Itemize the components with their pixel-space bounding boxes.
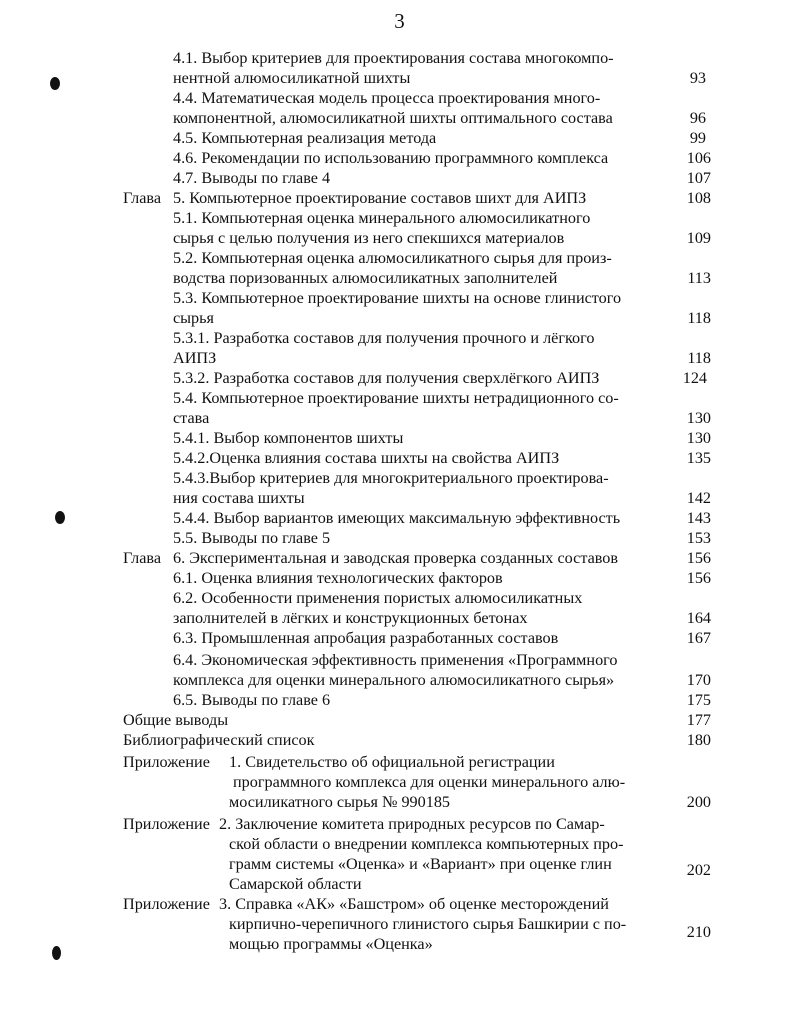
toc-page-number: 210 <box>686 923 711 941</box>
toc-entry-text: 5.2. Компьютерная оценка алюмосиликатного сырья для произ- <box>173 249 612 267</box>
toc-entry-text: 6.1. Оценка влияния технологических факторов <box>173 569 503 587</box>
toc-entry-text: сырья с целью получения из него спекшихся материалов <box>173 229 565 247</box>
toc-page-number: 130 <box>686 409 711 427</box>
toc-page-number: 156 <box>686 549 711 567</box>
toc-page-number: 130 <box>686 429 711 447</box>
toc-entry-text: 6.3. Промышленная апробация разработанных составов <box>173 629 559 647</box>
toc-page-number: 177 <box>686 711 711 729</box>
chapter-title: 5. Компьютерное проектирование составов шихт для АИПЗ <box>173 189 587 207</box>
toc-entry-text: 4.7. Выводы по главе 4 <box>173 169 331 187</box>
toc-page-number: 142 <box>686 489 711 507</box>
toc-page-number: 93 <box>689 69 706 87</box>
toc-page-number: 108 <box>686 189 711 207</box>
toc-section-title: Общие выводы <box>123 711 229 729</box>
toc-entry-text: 4.5. Компьютерная реализация метода <box>173 129 437 147</box>
toc-entry-text: 4.6. Рекомендации по использованию программного комплекса <box>173 149 609 167</box>
appendix-label: Приложение <box>123 815 210 833</box>
toc-entry-text: заполнителей в лёгких и конструкционных бетонах <box>173 609 528 627</box>
toc-entry-text: 5.5. Выводы по главе 5 <box>173 529 331 547</box>
toc-page-number: 135 <box>686 449 711 467</box>
appendix-text: мосиликатного сырья № 990185 <box>229 793 451 811</box>
toc-entry-text: 5.4.1. Выбор компонентов шихты <box>173 429 404 447</box>
toc-entry-text: сырья <box>173 309 214 327</box>
appendix-text: мощью программы «Оценка» <box>229 935 433 953</box>
toc-entry-text: 5.1. Компьютерная оценка минерального алюмосиликатного <box>173 209 591 227</box>
toc-page-number: 167 <box>686 629 711 647</box>
toc-page-number: 124 <box>682 369 707 387</box>
toc-entry-text: 4.4. Математическая модель процесса проектирования много- <box>173 89 601 107</box>
appendix-label: Приложение <box>123 753 210 771</box>
toc-page-number: 164 <box>686 609 711 627</box>
toc-entry-text: 5.4.4. Выбор вариантов имеющих максимальную эффективность <box>173 509 621 527</box>
toc-page-number: 170 <box>686 671 711 689</box>
toc-page-number: 200 <box>686 793 711 811</box>
toc-section-title: Библиографический список <box>123 731 315 749</box>
punch-hole-top <box>50 77 60 90</box>
appendix-text: ской области о внедрении комплекса компьютерных про- <box>229 835 624 853</box>
toc-page-number: 143 <box>686 509 711 527</box>
toc-entry-text: 6.4. Экономическая эффективность применения «Программного <box>173 651 618 669</box>
toc-entry-text: 6.5. Выводы по главе 6 <box>173 691 331 709</box>
toc-entry-text: 5.3. Компьютерное проектирование шихты на основе глинистого <box>173 289 622 307</box>
toc-entry-text: 5.3.2. Разработка составов для получения сверхлёгкого АИПЗ <box>173 369 600 387</box>
chapter-label: Глава <box>123 189 162 207</box>
toc-page-number: 118 <box>687 349 711 367</box>
toc-page-number: 156 <box>686 569 711 587</box>
toc-page-number: 99 <box>689 129 706 147</box>
toc-page-number: 202 <box>686 861 711 879</box>
toc-entry-text: 5.4.3.Выбор критериев для многокритериального проектирова- <box>173 469 609 487</box>
toc-page-number: 180 <box>686 731 711 749</box>
toc-entry-text: компонентной, алюмосиликатной шихты оптимального состава <box>173 109 613 127</box>
appendix-text: 1. Свидетельство об официальной регистрации <box>229 753 555 771</box>
chapter-title: 6. Экспериментальная и заводская проверка созданных составов <box>173 549 619 567</box>
appendix-text: кирпично-черепичного глинистого сырья Башкирии с по- <box>229 915 627 933</box>
appendix-text: программного комплекса для оценки минерального алю- <box>233 773 626 791</box>
appendix-text: 2. Заключение комитета природных ресурсов по Самар- <box>219 815 605 833</box>
appendix-text: грамм системы «Оценка» и «Вариант» при оценке глин <box>229 855 612 873</box>
toc-entry-text: ния состава шихты <box>173 489 305 507</box>
chapter-label: Глава <box>123 549 162 567</box>
toc-page-number: 109 <box>686 229 711 247</box>
toc-page-number: 153 <box>686 529 711 547</box>
punch-hole-middle <box>55 511 65 524</box>
page-number: 3 <box>394 9 405 33</box>
toc-entry-text: 4.1. Выбор критериев для проектирования состава многокомпо- <box>173 49 614 67</box>
toc-entry-text: 5.4. Компьютерное проектирование шихты нетрадиционного со- <box>173 389 619 407</box>
toc-entry-text: нентной алюмосиликатной шихты <box>173 69 411 87</box>
toc-page-number: 175 <box>686 691 711 709</box>
toc-entry-text: водства поризованных алюмосиликатных заполнителей <box>173 269 558 287</box>
toc-page-number: 107 <box>686 169 711 187</box>
toc-page-number: 106 <box>686 149 711 167</box>
toc-entry-text: 5.3.1. Разработка составов для получения прочного и лёгкого <box>173 329 595 347</box>
appendix-text: 3. Справка «АК» «Башстром» об оценке месторождений <box>219 895 609 913</box>
toc-entry-text: става <box>173 409 210 427</box>
toc-page-number: 96 <box>689 109 706 127</box>
toc-entry-text: 6.2. Особенности применения пористых алюмосиликатных <box>173 589 583 607</box>
toc-page-number: 118 <box>687 309 711 327</box>
toc-entry-text: АИПЗ <box>173 349 217 367</box>
toc-entry-text: комплекса для оценки минерального алюмосиликатного сырья» <box>173 671 615 689</box>
punch-hole-bottom <box>52 946 61 960</box>
toc-entry-text: 5.4.2.Оценка влияния состава шихты на свойства АИПЗ <box>173 449 560 467</box>
appendix-label: Приложение <box>123 895 210 913</box>
appendix-text: Самарской области <box>229 875 362 893</box>
toc-page-number: 113 <box>687 269 711 287</box>
